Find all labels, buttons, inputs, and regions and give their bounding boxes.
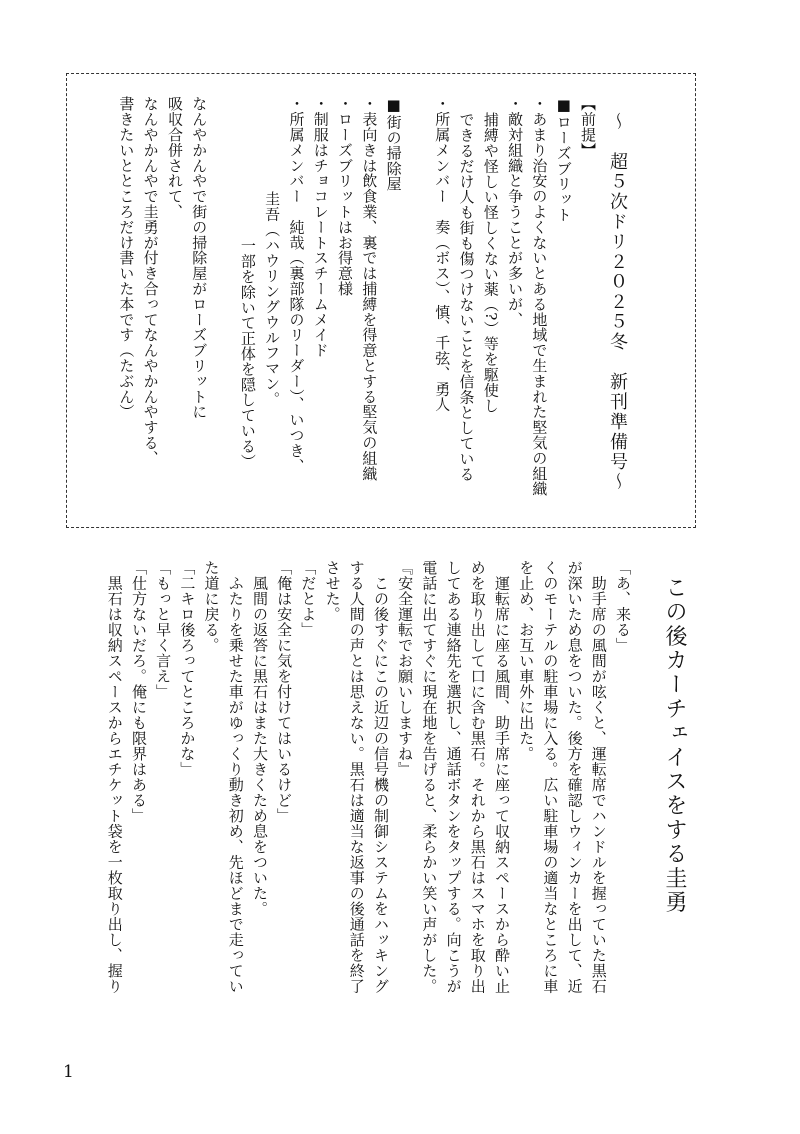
story-line: めを取り出して口に含む黒石。それから黒石はスマホを取り出	[468, 560, 487, 994]
intro-line	[211, 96, 235, 496]
intro-line: ■街の掃除屋	[384, 96, 403, 192]
story-line: させた。	[323, 560, 342, 622]
story-line: 風間の返答に黒石はまた大きくため息をついた。	[250, 560, 269, 917]
intro-line: なんやかんやで街の掃除屋がローズブリットに	[190, 96, 209, 420]
intro-line	[406, 96, 430, 496]
story-line: 電話に出てすぐに現在地を告げると、柔らかい笑い声がした。	[420, 560, 439, 994]
intro-line: ・制服はチョコレートスチームメイド	[311, 96, 330, 358]
intro-line: 圭吾（ハウリングウルフマン。	[263, 190, 282, 407]
story-line: 「仕方ないだろ。俺にも限界はある」	[129, 560, 148, 824]
story-line: が深いため息をついた。後方を確認しウィンカーを出して、近	[565, 560, 584, 994]
intro-line: 書きたいとところだけ書いた本です（たぶん）	[117, 96, 136, 420]
intro-line: 捕縛や怪しい怪しくない薬（?）等を駆使し	[481, 111, 500, 413]
story-body	[103, 560, 635, 994]
story-line: この後すぐにこの近辺の信号機の制御システムをハッキング	[371, 560, 390, 994]
story-line: 『安全運転でお願いしますね』	[396, 560, 415, 777]
intro-body	[114, 96, 600, 496]
story-line: 助手席の風間が呟くと、運転席でハンドルを握っていた黒石	[589, 560, 608, 994]
intro-line: ・表向きは飲食業、裏では捕縛を得意とする堅気の組織	[360, 96, 379, 481]
intro-line: 吸収合併されて、	[165, 96, 184, 220]
story-line: 運転席に座る風間、助手席に座って収納スペースから酔い止	[492, 560, 511, 994]
page-number: 1	[63, 1062, 74, 1082]
story-line: してある連絡先を選択し、通話ボタンをタップする。向こうが	[444, 560, 463, 994]
story-line: ふたりを乗せた車がゆっくり動き初め、先ほどまで走ってい	[226, 560, 245, 994]
intro-line: なんやかんやで圭勇が付き合ってなんやかんやする、	[141, 96, 160, 466]
intro-title	[606, 112, 628, 492]
story-line: 「二キロ後ろってところかな」	[178, 560, 197, 777]
intro-line: 一部を除いて正体を隠している）	[238, 237, 257, 469]
story-line: する人間の声とは思えない。黒石は適当な返事の後通話を終了	[347, 560, 366, 994]
story-line: 「もっと早く言え」	[154, 560, 173, 700]
story-line: 「だとよ」	[299, 560, 318, 638]
intro-title-main: ～ 超５次ドリ２０２５冬 新刊準備号	[607, 112, 628, 472]
intro-line: ・ローズブリットはお得意様	[336, 96, 355, 297]
intro-line: ■ローズブリット	[554, 96, 573, 223]
story-line: くのモーテルの駐車場に入る。広い駐車場の適当なところに車	[541, 560, 560, 994]
story-line: 「あ、来る」	[614, 560, 632, 653]
story-line: 黒石は収納スペースからエチケット袋を一枚取り出し、握り	[105, 560, 124, 994]
intro-line: ・敵対組織と争うことが多いが、	[506, 96, 525, 327]
story-line: た道に戻る。	[202, 560, 221, 653]
intro-line: 【前提】	[579, 96, 597, 158]
story-line: 「俺は安全に気を付けてはいるけど」	[275, 560, 294, 824]
intro-line: ・所属メンバー 奏（ボス）、慎、千弦、勇人	[433, 96, 452, 412]
intro-line: ・所属メンバー 純哉（裏部隊のリーダー）、いつき、	[287, 96, 306, 474]
intro-title-close: ～	[607, 472, 628, 492]
intro-line: ・あまり治安のよくないとある地域で生まれた堅気の組織	[530, 96, 549, 497]
intro-line: できるだけ人も街も傷つけないことを信条としている	[457, 111, 476, 482]
story-title: この後カーチェイスをする圭勇	[662, 576, 687, 915]
story-line: を止め、お互い車外に出た。	[517, 560, 536, 762]
